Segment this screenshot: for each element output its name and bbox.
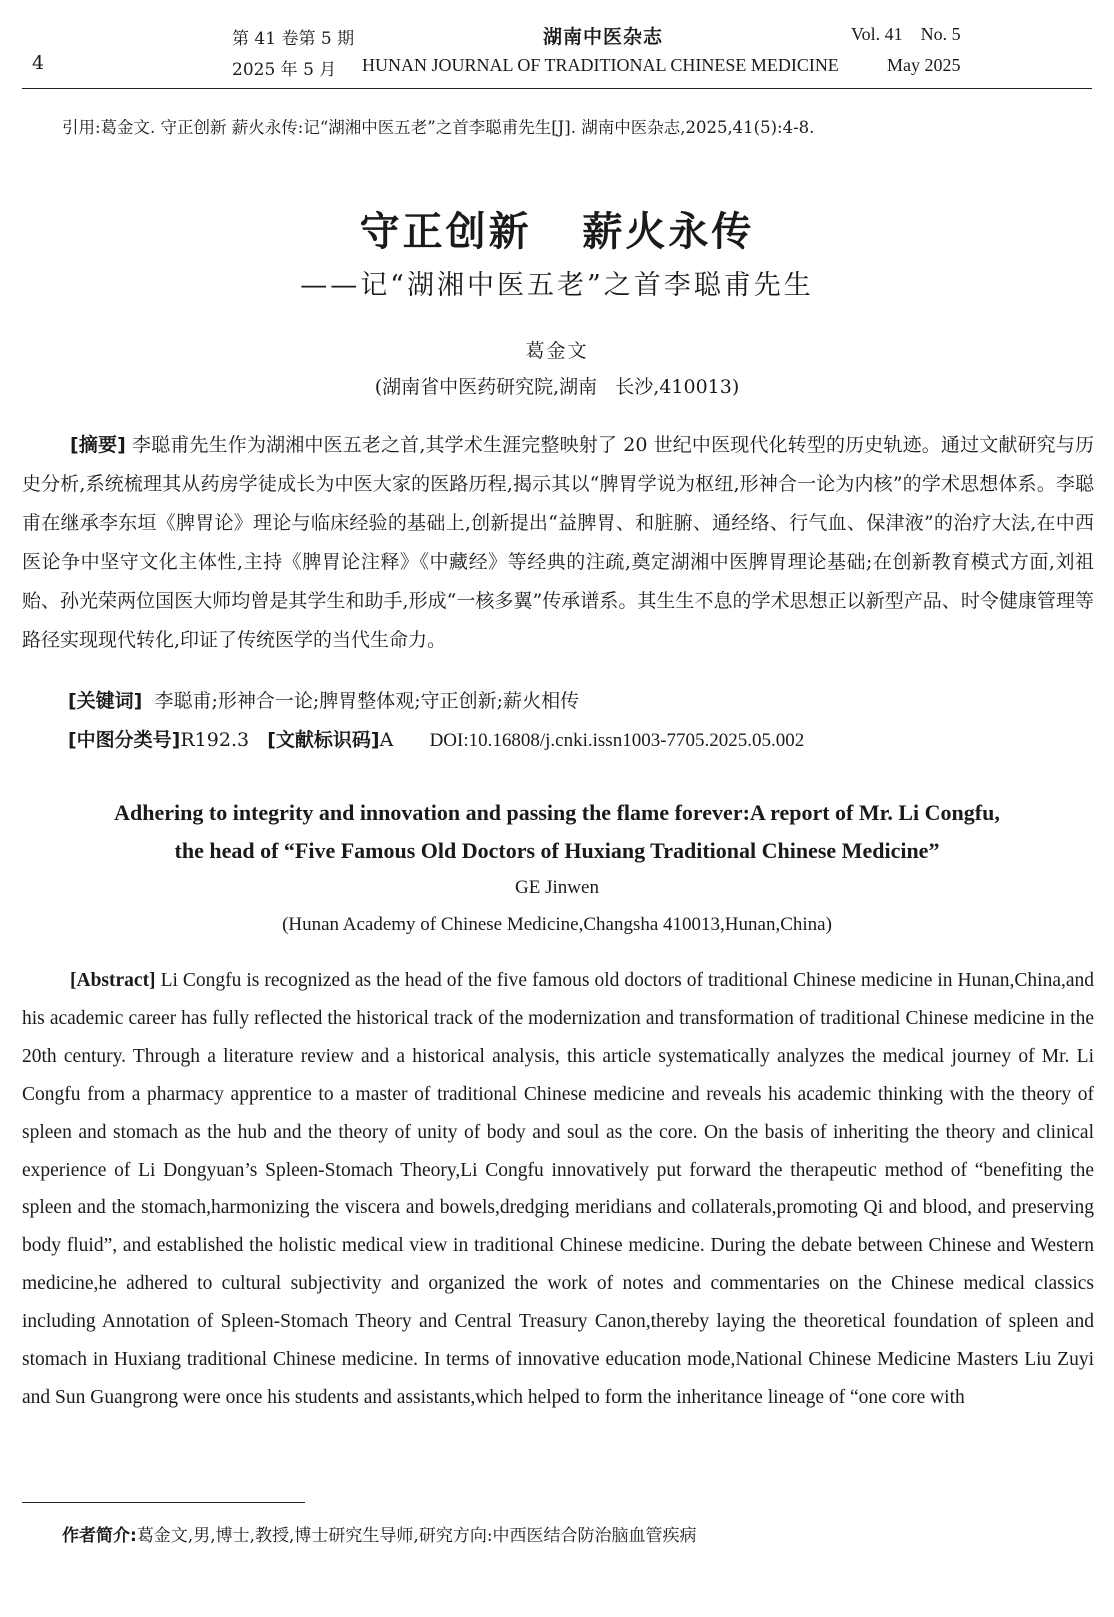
abstract-en (22, 962, 1094, 1417)
date-cn: 2025 年 5 月 (232, 60, 337, 80)
abstract-en-text: Li Congfu is recognized as the head of the five famous old doctors of traditional Chinese medicine in Hunan,China,and his academic career has fully reflected the historical track of the modernization and transformation of traditional Chinese medicine in the 20th century. Through a literature review and a historical analysis, this article systematically analyzes the medical journey of Mr. Li Congfu from a pharmacy apprentice to a master of traditional Chinese medicine and reveals his academic thinking with the theory of spleen and stomach as the hub and the theory of unity of body and soul as the core. On the basis of inheriting the theory and clinical experience of Li Dongyuan’s Spleen-Stomach Theory,Li Congfu innovatively put forward the therapeutic method of “benefiting the spleen and the stomach,harmonizing the viscera and bowels,dredging meridians and collaterals,promoting Qi and blood, and preserving body fluid”, and established the holistic medical view in traditional Chinese medicine. During the debate between Chinese and Western medicine,he adhered to cultural subjectivity and organized the work of notes and commentaries on the Chinese medical classics including Annotation of Spleen-Stomach Theory and Central Treasury Canon,thereby laying the theoretical foundation of spleen and stomach in Huxiang traditional Chinese medicine. In terms of innovative education mode,National Chinese Medicine Masters Liu Zuyi and Sun Guangrong were once his students and assistants,which helped to form the inheritance lineage of “one core with (22, 970, 1095, 1408)
classification-line (68, 725, 804, 752)
footnote-text: 葛金文,男,博士,教授,博士研究生导师,研究方向:中西医结合防治脑血管疾病 (136, 1526, 697, 1546)
keywords-text: 李聪甫;形神合一论;脾胃整体观;守正创新;薪火相传 (154, 690, 580, 712)
journal-name-cn: 湖南中医杂志 (543, 26, 664, 48)
page-number: 4 (32, 52, 45, 74)
abstract-cn-text: 李聪甫先生作为湖湘中医五老之首,其学术生涯完整映射了 20 世纪中医现代化转型的历史轨迹。通过文献研究与历史分析,系统梳理其从药房学徒成长为中医大家的医路历程,揭示其以“脾胃学说为枢纽,形神合一论为内核”的学术思想体系。李聪甫在继承李东垣《脾胃论》理论与临床经验的基础上,创新提出“益脾胃、和脏腑、通经络、行气血、保津液”的治疗大法,在中西医论争中坚守文化主体性,主持《脾胃论注释》《中藏经》等经典的注疏,奠定湖湘中医脾胃理论基础;在创新教育模式方面,刘祖贻、孙光荣两位国医大师均曾是其学生和助手,形成“一核多翼”传承谱系。其生生不息的学术思想正以新型产品、时令健康管理等路径实现现代转化,印证了传统医学的当代生命力。 (22, 434, 1094, 651)
abstract-cn-label: [摘要] (70, 434, 126, 456)
volume-issue-en: Vol. 41 No. 5 (851, 24, 961, 44)
article-title-en-line1: Adhering to integrity and innovation and passing the flame forever:A report of Mr. Li Congfu, (114, 800, 1000, 825)
author-bio-footnote (62, 1521, 697, 1546)
volume-issue-cn: 第 41 卷第 5 期 (232, 29, 355, 49)
doc-code-value: A (379, 729, 394, 751)
keywords-label: [关键词] (68, 690, 143, 712)
footnote-label: 作者简介: (62, 1526, 137, 1546)
journal-name-en: HUNAN JOURNAL OF TRADITIONAL CHINESE MEDICINE (362, 55, 839, 75)
author-name-cn: 葛金文 (525, 340, 589, 362)
author-name-en: GE Jinwen (515, 877, 599, 898)
doc-code-label: [文献标识码] (267, 729, 380, 751)
article-title-en-line2: the head of “Five Famous Old Doctors of Huxiang Traditional Chinese Medicine” (174, 838, 940, 863)
article-subtitle-cn: ——记“湖湘中医五老”之首李聪甫先生 (300, 270, 814, 301)
abstract-en-label: [Abstract] (70, 970, 156, 991)
date-en: May 2025 (887, 55, 961, 75)
footnote-rule (22, 1502, 305, 1503)
affiliation-en: (Hunan Academy of Chinese Medicine,Changsha 410013,Hunan,China) (282, 914, 832, 935)
citation-line: 引用:葛金文. 守正创新 薪火永传:记“湖湘中医五老”之首李聪甫先生[J]. 湖南中医杂志,2025,41(5):4-8. (62, 118, 815, 137)
header-rule (22, 88, 1092, 89)
keywords-line (68, 686, 579, 713)
doi: DOI:10.16808/j.cnki.issn1003-7705.2025.05.002 (429, 730, 805, 751)
clc-label: [中图分类号] (68, 729, 181, 751)
abstract-cn (22, 426, 1094, 660)
clc-value: R192.3 (180, 729, 250, 751)
affiliation-cn: (湖南省中医药研究院,湖南 长沙,410013) (374, 376, 740, 398)
article-title-cn: 守正创新 薪火永传 (359, 208, 755, 255)
